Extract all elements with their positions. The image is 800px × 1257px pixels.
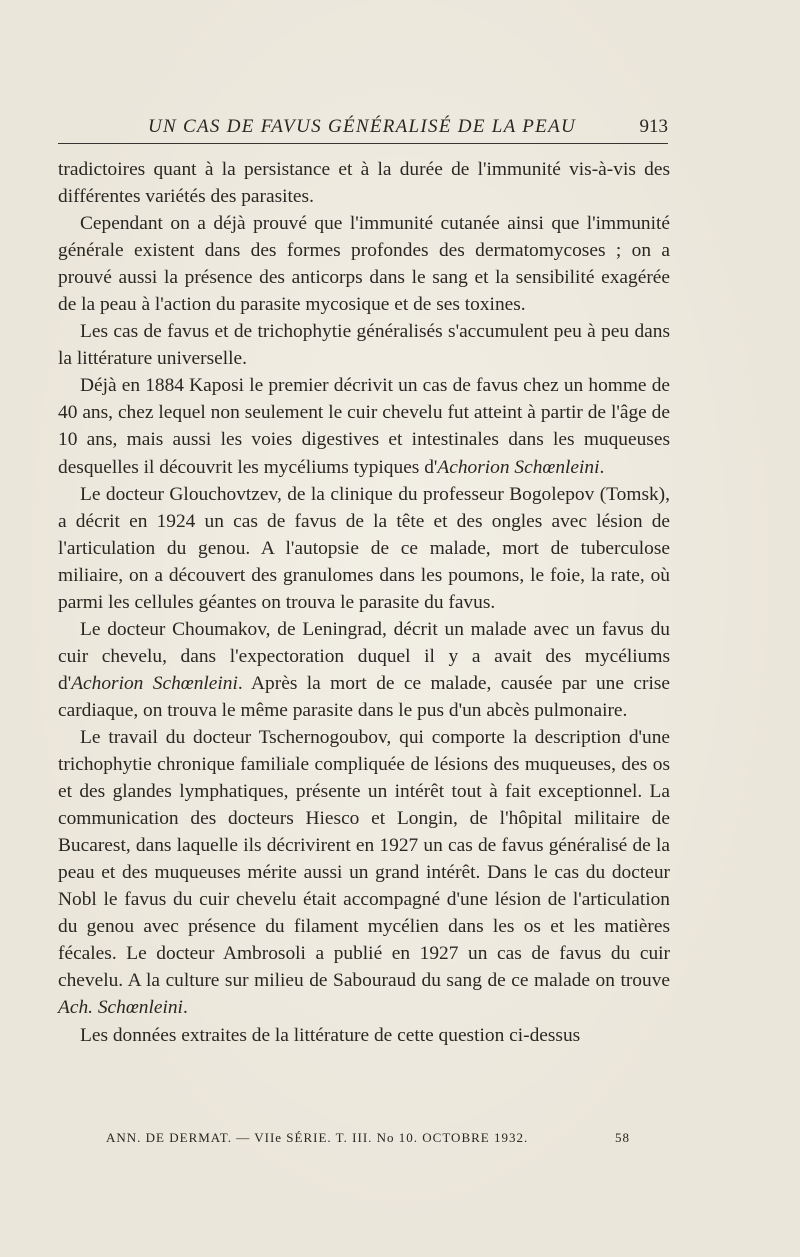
body-text	[58, 156, 670, 1049]
text-run: Les données extraites de la littérature de cette question ci-dessus	[80, 1024, 581, 1046]
text-run: .	[599, 456, 605, 478]
text-run: tradictoires quant à la persistance et à la durée de l'immunité vis-à-vis des différentes variétés des parasites.	[58, 159, 670, 208]
paragraph	[58, 372, 670, 480]
text-run: Le travail du docteur Tschernogoubov, qui comporte la description d'une trichophytie chronique familiale compliquée de lésions des muqueuses, des os et des glandes lymphatiques, présente un intérêt tout à fait exceptionnel. La communication des docteurs Hiesco et Longin, de l'hôpital militaire de Bucarest, dans laquelle ils décrivirent en 1927 un cas de favus généralisé de la peau et des muqueuses mérite aussi un grand intérêt. Dans le cas du docteur Nobl le favus du cuir chevelu était accompagné d'une lésion de l'articulation du genou avec présence du filament mycélien dans les os et les matières fécales. Le docteur Ambrosoli a publié en 1927 un cas de favus du cuir chevelu. A la culture sur milieu de Sabouraud du sang de ce malade on trouve	[58, 726, 670, 992]
page-number: 913	[639, 116, 668, 137]
text-run: Cependant on a déjà prouvé que l'immunité cutanée ainsi que l'immunité générale existent dans des formes profondes des dermatomycoses ; on a prouvé aussi la présence des anticorps dans le sang et la sensibilité exagérée de la peau à l'action du parasite mycosique et de ses toxines.	[58, 213, 670, 316]
paragraph	[58, 1022, 670, 1049]
sheet-number: 58	[615, 1130, 630, 1145]
paragraph	[58, 210, 670, 318]
paragraph	[58, 724, 670, 1022]
paragraph	[58, 616, 670, 724]
paragraph	[58, 156, 670, 210]
footer	[106, 1130, 630, 1150]
text-run: Le docteur Glouchovtzev, de la clinique du professeur Bogolepov (Tomsk), a décrit en 1924 un cas de favus de la tête et des ongles avec lésion de l'articulation du genou. A l'autopsie de ce malade, mort de tuberculose miliaire, on a découvert des granulomes dans les poumons, le foie, la rate, où parmi les cellules géantes on trouva le parasite du favus.	[58, 483, 670, 613]
text-run: . Après la mort de ce malade, causée par une crise cardiaque, on trouva le même parasite dans le pus d'un abcès pulmonaire.	[58, 672, 670, 721]
running-head	[58, 112, 670, 142]
journal-citation: ANN. DE DERMAT. — VIIe SÉRIE. T. III. No 10. OCTOBRE 1932.	[106, 1130, 529, 1145]
paragraph	[58, 318, 670, 372]
italic-species-name: Ach. Schœnleini	[58, 997, 183, 1019]
italic-species-name: Achorion Schœnleini	[437, 456, 600, 478]
text-run: .	[182, 997, 188, 1019]
text-run: Déjà en 1884 Kaposi le premier décrivit un cas de favus chez un homme de 40 ans, chez lequel non seulement le cuir chevelu fut atteint à partir de l'âge de 10 ans, mais aussi les voies digestives et intestinales dans les muqueuses desquelles il découvrit les mycéliums typiques d'	[58, 375, 670, 478]
text-run: Les cas de favus et de trichophytie généralisés s'accumulent peu à peu dans la littérature universelle.	[58, 321, 670, 370]
paragraph	[58, 481, 670, 616]
italic-species-name: Achorion Schœnleini	[71, 672, 238, 694]
running-title: UN CAS DE FAVUS GÉNÉRALISÉ DE LA PEAU	[148, 116, 577, 137]
header-rule	[58, 143, 668, 144]
text-run: Le docteur Choumakov, de Leningrad, décrit un malade avec un favus du cuir chevelu, dans l'expectoration duquel il y a avait des mycéliums d'	[58, 618, 670, 694]
